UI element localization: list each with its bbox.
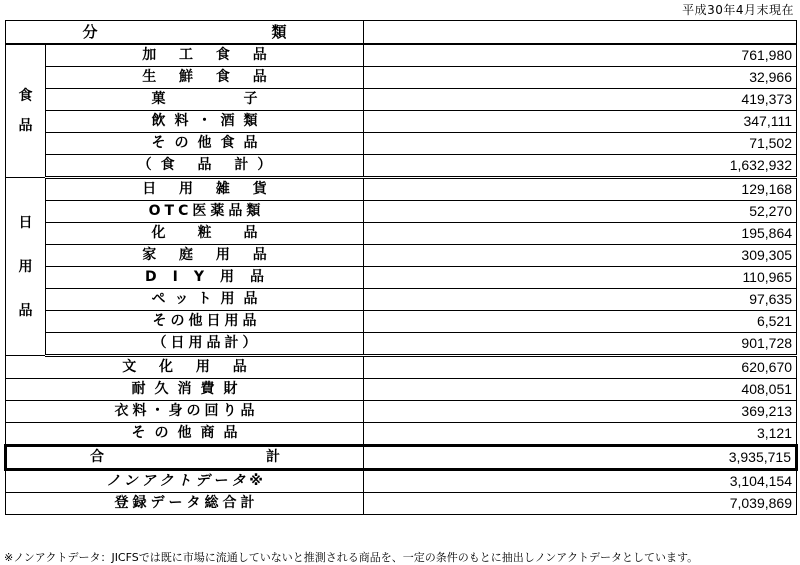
table-row	[6, 311, 797, 333]
table-row	[6, 401, 797, 423]
row-label: （日用品計）	[46, 333, 364, 356]
row-value: 901,728	[364, 333, 797, 356]
table-row	[6, 44, 797, 67]
table-row	[6, 178, 797, 201]
row-label: 耐久消費財	[6, 379, 364, 401]
row-label: 生 鮮 食 品	[46, 67, 364, 89]
table-row	[6, 223, 797, 245]
row-value: 52,270	[364, 201, 797, 223]
total-label: 合 計	[6, 446, 364, 470]
row-label: 加 工 食 品	[46, 44, 364, 67]
row-value: 419,373	[364, 89, 797, 111]
row-value: 761,980	[364, 44, 797, 67]
row-label: （食 品 計）	[46, 155, 364, 178]
grand-total-label: 登録データ総合計	[6, 493, 364, 515]
row-label: ペット用品	[46, 289, 364, 311]
row-label: OTC医薬品類	[46, 201, 364, 223]
row-value: 369,213	[364, 401, 797, 423]
non-active-label: ノンアクトデータ※	[6, 470, 364, 493]
row-value: 195,864	[364, 223, 797, 245]
table-row	[6, 111, 797, 133]
row-label: その他商品	[6, 423, 364, 446]
category-table	[4, 20, 798, 515]
header-value	[364, 21, 797, 45]
row-value: 6,521	[364, 311, 797, 333]
row-label: その他日用品	[46, 311, 364, 333]
row-value: 1,632,932	[364, 155, 797, 178]
row-value: 97,635	[364, 289, 797, 311]
row-label: 文 化 用 品	[6, 356, 364, 379]
row-value: 129,168	[364, 178, 797, 201]
non-active-value: 3,104,154	[364, 470, 797, 493]
row-value: 309,305	[364, 245, 797, 267]
row-label: DIY用品	[46, 267, 364, 289]
row-label: 菓 子	[46, 89, 364, 111]
group-daily-text: 日 用 品	[18, 214, 33, 319]
table-row-subtotal-daily	[6, 333, 797, 356]
table-row	[6, 289, 797, 311]
row-value: 71,502	[364, 133, 797, 155]
table-header-row	[6, 21, 797, 45]
table-row	[6, 245, 797, 267]
row-value: 32,966	[364, 67, 797, 89]
table-row	[6, 423, 797, 446]
table-row	[6, 379, 797, 401]
table-row	[6, 201, 797, 223]
table-row	[6, 133, 797, 155]
table-row-non-active	[6, 470, 797, 493]
row-value: 620,670	[364, 356, 797, 379]
row-value: 408,051	[364, 379, 797, 401]
row-value: 110,965	[364, 267, 797, 289]
table-row	[6, 67, 797, 89]
row-label: 飲料・酒類	[46, 111, 364, 133]
group-food-text: 食 品	[18, 88, 33, 134]
table-row	[6, 267, 797, 289]
table-row-subtotal-food	[6, 155, 797, 178]
row-label: 日 用 雑 貨	[46, 178, 364, 201]
as-of-date: 平成30年4月末現在	[682, 3, 794, 17]
row-label: 化 粧 品	[46, 223, 364, 245]
total-value: 3,935,715	[364, 446, 797, 470]
row-label: 家 庭 用 品	[46, 245, 364, 267]
row-label: 衣料・身の回り品	[6, 401, 364, 423]
grand-total-value: 7,039,869	[364, 493, 797, 515]
header-category: 分 類	[6, 21, 364, 45]
group-label-food	[6, 44, 46, 178]
table-row	[6, 89, 797, 111]
group-label-daily	[6, 178, 46, 356]
table-row-total	[6, 446, 797, 470]
row-value: 3,121	[364, 423, 797, 446]
row-value: 347,111	[364, 111, 797, 133]
table-row-grand-total	[6, 493, 797, 515]
table-row	[6, 356, 797, 379]
footnote: ※ノンアクトデータ：JICFSでは既に市場に流通していないと推測される商品を、一定の条件のもとに抽出しノンアクトデータとしています。	[4, 551, 699, 564]
row-label: その他食品	[46, 133, 364, 155]
